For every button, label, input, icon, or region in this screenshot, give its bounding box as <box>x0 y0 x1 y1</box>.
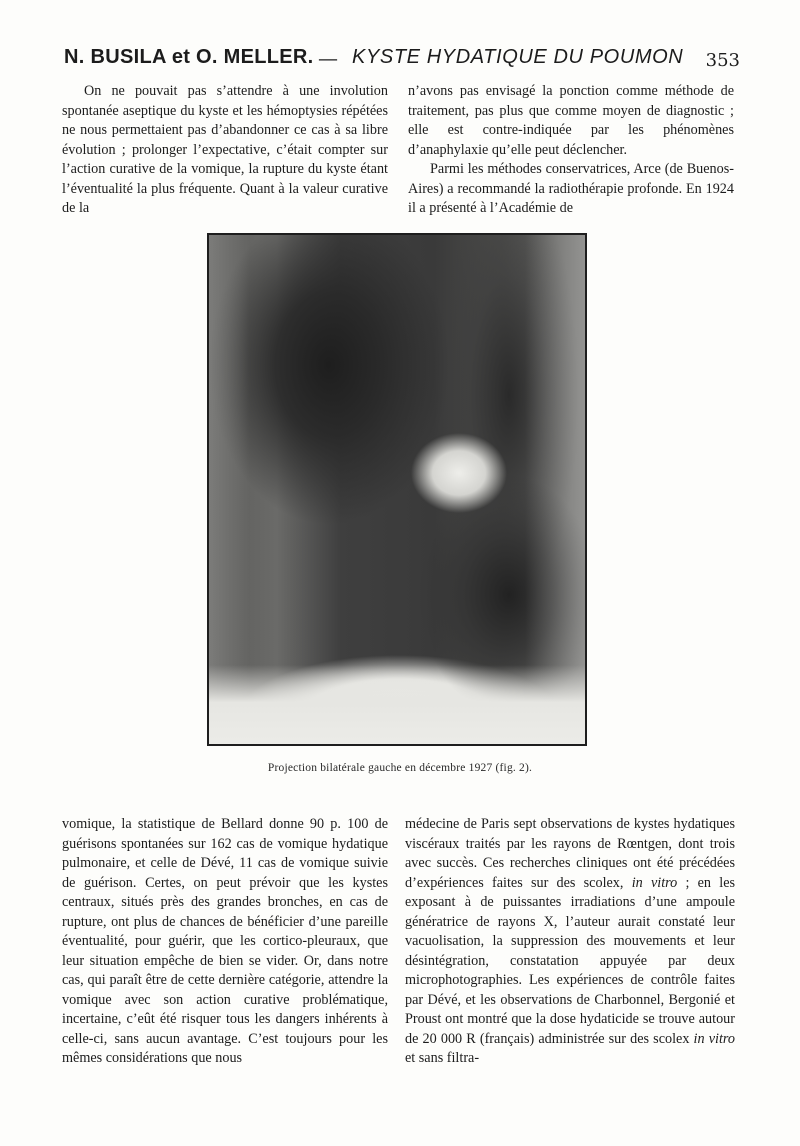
column-bottom-left <box>62 815 388 1069</box>
italic-term: in vitro <box>631 874 678 891</box>
radiograph-diaphragm-area <box>209 665 585 746</box>
paragraph: Parmi les méthodes conservatrices, Arce (de Buenos-Aires) a recommandé la radiothérapie profonde. En 1924 il a présenté à l’Académie de <box>408 161 734 216</box>
paragraph <box>405 815 735 1069</box>
column-bottom-right <box>405 815 735 1069</box>
column-top-left <box>62 82 388 219</box>
text-run: et sans filtra- <box>405 1050 480 1066</box>
paragraph: n’avons pas envisagé la ponction comme méthode de traitement, pas plus que comme moyen de diagnostic ; elle est contre-indiquée par les phénomènes d’anaphylaxie qu’elle peut déclencher. <box>408 83 734 158</box>
radiograph-figure <box>207 233 587 746</box>
column-top-right <box>408 82 734 219</box>
figure-caption: Projection bilatérale gauche en décembre 1927 (fig. 2). <box>267 762 533 774</box>
running-header <box>64 44 740 76</box>
paragraph: On ne pouvait pas s’attendre à une involution spontanée aseptique du kyste et les hémoptysies répétées ne nous permettaient pas d’abandonner ce cas à sa libre évolution ; prolonger l’expectative, c’était compter sur l’action curative de la vomique, la rupture du kyste étant l’éventualité la plus fréquente. Quant à la valeur curative de la <box>62 83 388 216</box>
page-number: 353 <box>705 50 740 71</box>
paragraph: vomique, la statistique de Bellard donne 90 p. 100 de guérisons spontanées sur 162 cas de vomique hydatique pulmonaire, et celle de Dévé, 11 cas de vomique suivie de guérison. Certes, on peut prévoir que les kystes centraux, situés près des grandes bronches, en cas de rupture, ont plus de chances de bénéficier d’une pareille éventualité, pour guérir, que les cortico-pleuraux, que leur situation empêche de bien se vider. Or, dans notre cas, qui paraît être de cette dernière catégorie, attendre la vomique avec son action curative problématique, incertaine, c’eût été risquer tous les dangers inhérents à celle-ci, sans aucun avantage. C’est toujours pour les mêmes considérations que nous <box>62 816 388 1066</box>
header-dash: — <box>318 46 338 70</box>
text-run: médecine de Paris sept observations de kystes hydatiques viscéraux traités par les rayons de Rœntgen, dont trois avec succès. Ces recherches cliniques ont été précédées d’expériences faites sur des scolex, <box>405 816 735 891</box>
italic-term: in vitro <box>693 1030 735 1047</box>
header-authors: N. BUSILA et O. MELLER. <box>64 46 314 68</box>
header-title: KYSTE HYDATIQUE DU POUMON <box>352 46 684 68</box>
text-run: ; en les exposant à de puissantes irradiations d’une ampoule génératrice de rayons X, l’auteur aurait constaté leur vacuolisation, la suppression des mouvements et leur désintégration, constatation appuyée par deux microphotographies. Les expériences de contrôle faites par Dévé, et les observations de Charbonnel, Bergonié et Proust ont montré que la dose hydaticide se trouve autour de 20 000 R (français) administrée sur des scolex <box>405 874 736 1047</box>
